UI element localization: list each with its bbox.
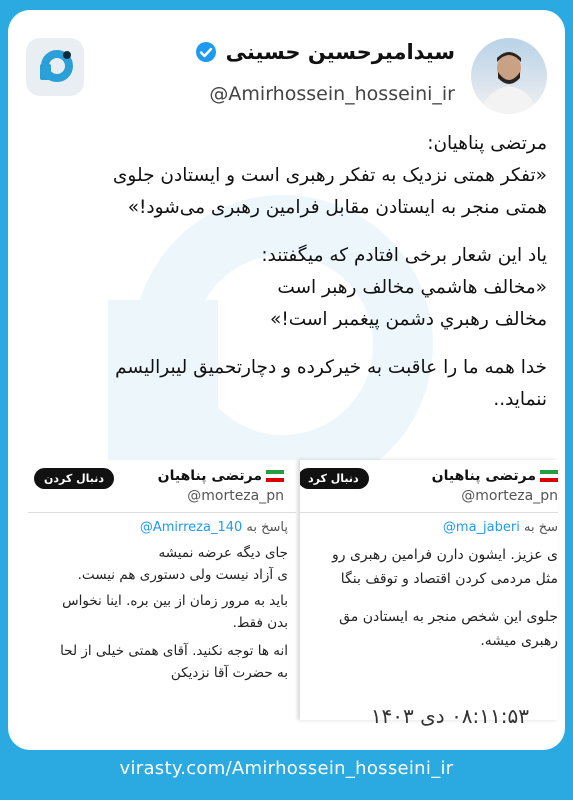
- text-line: مخالف رهبري دشمن پیغمبر است!»: [270, 309, 547, 330]
- screenshot-author: [158, 468, 284, 484]
- author-name[interactable]: سیدامیرحسین حسینی: [225, 40, 455, 64]
- screenshot-text-line: انه ها توجه نکنید. آقای همتی خیلی از لحا: [60, 643, 288, 659]
- reply-mention: @ma_jaberi: [442, 520, 520, 535]
- screenshot-author-name: مرتضی پناهیان: [431, 468, 536, 484]
- author-name-row: [195, 40, 455, 64]
- reply-to: [443, 520, 558, 535]
- divider: [300, 512, 558, 513]
- follow-button: دنبال کرد: [300, 468, 369, 489]
- post-body: [22, 128, 547, 432]
- follow-button: دنبال کردن: [34, 468, 114, 489]
- screenshot-right: [300, 460, 558, 720]
- paragraph: [22, 352, 547, 416]
- reply-mention: @Amirreza_140: [139, 520, 243, 535]
- profile-photo: [471, 38, 547, 114]
- screenshot-text-line: ی عزیز. ایشون دارن فرامین رهبری رو: [331, 547, 558, 563]
- iran-flag-icon: [540, 470, 558, 482]
- text-line: «تفکر همتی نزدیک به تفکر رهبری است و ایستادن جلوی: [112, 165, 547, 186]
- reply-to: [140, 520, 288, 535]
- text-line: همتی منجر به ایستادن مقابل فرامین رهبری می‌شود!»: [127, 197, 547, 218]
- text-line: یاد این شعار برخی افتادم که میگفتند:: [261, 245, 547, 266]
- screenshot-author-name: مرتضی پناهیان: [157, 468, 262, 484]
- paragraph: [22, 128, 547, 224]
- text-line: مرتضی پناهیان:: [427, 133, 547, 154]
- screenshot-text-line: رهبری میشه.: [480, 633, 558, 649]
- divider: [28, 512, 296, 513]
- virasty-logo-icon: [26, 38, 84, 96]
- screenshot-author: [432, 468, 558, 484]
- screenshot-text-line: مثل مردمی کردن اقتصاد و توقف بنگا: [340, 571, 558, 587]
- reply-prefix: پاسخ به: [246, 520, 288, 535]
- screenshot-text-line: باید به مرور زمان از بین بره. اینا نخواس: [62, 593, 288, 609]
- screenshot-left: [28, 460, 296, 720]
- author-handle[interactable]: @Amirhossein_hosseini_ir: [209, 83, 455, 105]
- verified-badge-icon: [195, 41, 217, 63]
- screenshot-text-line: به حضرت آقا نزدیکن: [170, 665, 288, 681]
- screenshot-text-line: بدن فقط.: [232, 615, 288, 631]
- post-card: [8, 10, 565, 750]
- screenshot-text-line: ی آزاد نیست ولی دستوری هم نیست.: [77, 567, 288, 583]
- screenshot-text-line: جای دیگه عرضه نمیشه: [158, 545, 288, 561]
- post-timestamp: ۰۸:۱۱:۵۳ دی ۱۴۰۳: [370, 704, 529, 728]
- reply-prefix: سخ به: [523, 520, 558, 535]
- attached-image[interactable]: [28, 460, 558, 720]
- text-line: خدا همه ما را عاقبت به خیرکرده و دچارتحمیق لیبرالیسم: [115, 357, 547, 378]
- avatar[interactable]: [471, 38, 547, 114]
- virasty-logo[interactable]: [26, 38, 84, 96]
- text-line: ننماید..: [493, 389, 547, 410]
- iran-flag-icon: [266, 470, 284, 482]
- screenshot-handle: @morteza_pn: [187, 488, 284, 504]
- screenshot-text-line: جلوی این شخص منجر به ایستادن مق: [339, 609, 558, 625]
- footer-link[interactable]: virasty.com/Amirhossein_hosseini_ir: [119, 758, 454, 779]
- screenshot-handle: @morteza_pn: [461, 488, 558, 504]
- text-line: «مخالف هاشمي مخالف رهبر است: [277, 277, 547, 298]
- paragraph: [22, 240, 547, 336]
